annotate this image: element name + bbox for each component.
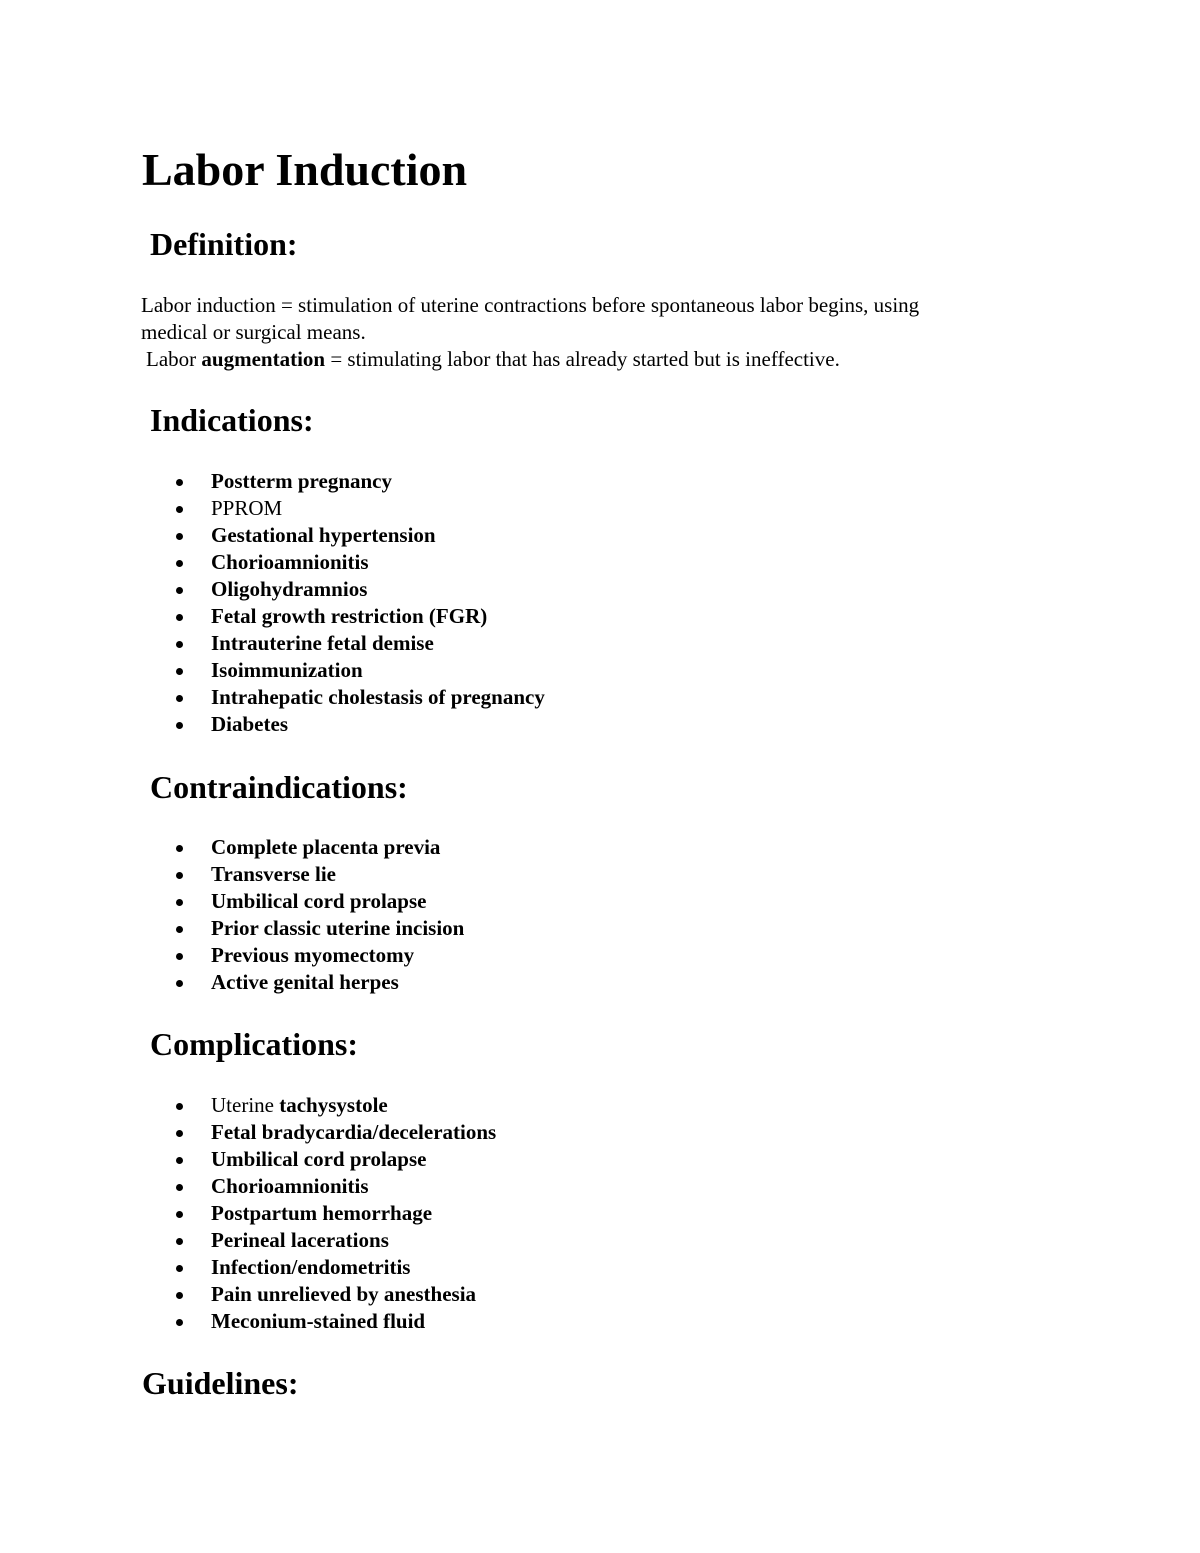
bullet-icon xyxy=(176,1157,183,1164)
guidelines-heading: Guidelines: xyxy=(142,1365,299,1401)
contraindications-heading: Contraindications: xyxy=(150,769,408,805)
list-item-text: Transverse lie xyxy=(211,862,336,886)
list-item-text: Perineal lacerations xyxy=(211,1228,389,1252)
list-item xyxy=(170,495,545,522)
list-item-text: Postpartum hemorrhage xyxy=(211,1201,433,1225)
list-item-text: Active genital herpes xyxy=(211,970,399,994)
list-item-text: Fetal bradycardia/decelerations xyxy=(211,1120,497,1144)
list-item-text: Oligohydramnios xyxy=(211,577,368,601)
list-item-text: Infection/endometritis xyxy=(211,1255,411,1279)
definition-line-1: Labor induction = stimulation of uterine contractions before spontaneous labor begins, using xyxy=(141,293,920,317)
bullet-icon xyxy=(176,587,183,594)
list-item-text: Prior classic uterine incision xyxy=(211,916,465,940)
list-item xyxy=(170,861,464,888)
list-item xyxy=(170,657,545,684)
list-item-text: Chorioamnionitis xyxy=(211,550,369,574)
list-item-text: Fetal growth restriction (FGR) xyxy=(211,604,488,628)
list-item xyxy=(170,915,464,942)
bullet-icon xyxy=(176,953,183,960)
bullet-icon xyxy=(176,722,183,729)
list-item-text: Intrahepatic cholestasis of pregnancy xyxy=(211,685,545,709)
bullet-icon xyxy=(176,1184,183,1191)
augmentation-prefix: Labor xyxy=(146,347,202,371)
list-item-text: Pain unrelieved by anesthesia xyxy=(211,1282,477,1306)
list-item-text-normal: Uterine xyxy=(211,1093,280,1117)
list-item xyxy=(170,1200,496,1227)
list-item xyxy=(170,942,464,969)
list-item-text: Diabetes xyxy=(211,712,288,736)
bullet-icon xyxy=(176,1103,183,1110)
definition-line-2: medical or surgical means. xyxy=(141,320,366,344)
list-item xyxy=(170,1254,496,1281)
definition-heading: Definition: xyxy=(150,226,298,262)
list-item xyxy=(170,468,545,495)
list-item xyxy=(170,969,464,996)
bullet-icon xyxy=(176,899,183,906)
list-item-text: Isoimmunization xyxy=(211,658,363,682)
bullet-icon xyxy=(176,1130,183,1137)
list-item xyxy=(170,576,545,603)
list-item-text: Umbilical cord prolapse xyxy=(211,1147,427,1171)
list-item-text: Intrauterine fetal demise xyxy=(211,631,434,655)
list-item-text: Gestational hypertension xyxy=(211,523,436,547)
complications-heading: Complications: xyxy=(150,1026,358,1062)
list-item xyxy=(170,684,545,711)
bullet-icon xyxy=(176,872,183,879)
indications-heading: Indications: xyxy=(150,402,314,438)
bullet-icon xyxy=(176,1211,183,1218)
bullet-icon xyxy=(176,506,183,513)
document-title: Labor Induction xyxy=(142,144,468,195)
list-item xyxy=(170,888,464,915)
complications-list xyxy=(170,1092,496,1335)
list-item xyxy=(170,549,545,576)
bullet-icon xyxy=(176,614,183,621)
bullet-icon xyxy=(176,479,183,486)
bullet-icon xyxy=(176,560,183,567)
list-item xyxy=(170,1119,496,1146)
list-item xyxy=(170,834,464,861)
list-item xyxy=(170,522,545,549)
augmentation-term: augmentation xyxy=(201,347,326,371)
list-item xyxy=(170,1227,496,1254)
list-item-text: Chorioamnionitis xyxy=(211,1174,369,1198)
augmentation-definition: = stimulating labor that has already started but is ineffective. xyxy=(325,347,840,371)
list-item-text: Previous myomectomy xyxy=(211,943,415,967)
list-item-text: Umbilical cord prolapse xyxy=(211,889,427,913)
bullet-icon xyxy=(176,926,183,933)
list-item xyxy=(170,1146,496,1173)
list-item-text-bold: tachysystole xyxy=(279,1093,388,1117)
contraindications-list xyxy=(170,834,464,996)
list-item xyxy=(170,603,545,630)
bullet-icon xyxy=(176,641,183,648)
list-item-text: Complete placenta previa xyxy=(211,835,441,859)
bullet-icon xyxy=(176,1292,183,1299)
list-item-text: Postterm pregnancy xyxy=(211,469,392,493)
list-item xyxy=(170,1173,496,1200)
list-item-text: PPROM xyxy=(211,496,283,520)
bullet-icon xyxy=(176,1319,183,1326)
indications-list xyxy=(170,468,545,738)
bullet-icon xyxy=(176,845,183,852)
bullet-icon xyxy=(176,1238,183,1245)
definition-paragraph xyxy=(141,292,1041,373)
list-item xyxy=(170,1308,496,1335)
list-item xyxy=(170,711,545,738)
list-item xyxy=(170,1092,496,1119)
list-item-text: Meconium-stained fluid xyxy=(211,1309,426,1333)
bullet-icon xyxy=(176,1265,183,1272)
list-item xyxy=(170,1281,496,1308)
bullet-icon xyxy=(176,668,183,675)
bullet-icon xyxy=(176,980,183,987)
augmentation-line xyxy=(141,346,1041,373)
bullet-icon xyxy=(176,695,183,702)
bullet-icon xyxy=(176,533,183,540)
list-item xyxy=(170,630,545,657)
